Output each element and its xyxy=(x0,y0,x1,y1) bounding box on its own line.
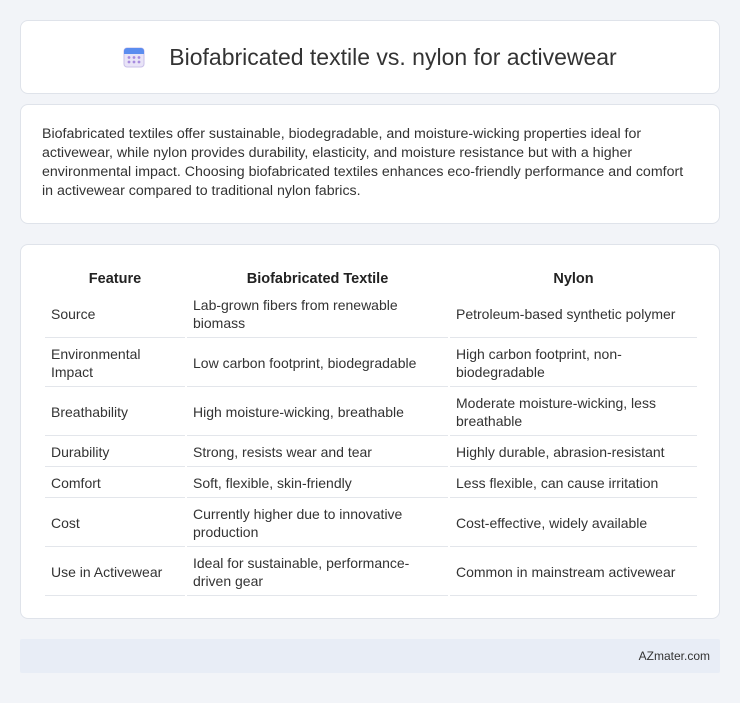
column-header-feature: Feature xyxy=(88,271,142,287)
table-row xyxy=(45,291,697,338)
table-row xyxy=(45,389,697,436)
table-cell-nylon: Cost-effective, widely available xyxy=(450,500,697,547)
title-card xyxy=(20,20,720,94)
footer xyxy=(20,639,720,673)
table-cell-feature: Cost xyxy=(45,500,185,547)
table-cell-nylon: Highly durable, abrasion-resistant xyxy=(450,438,697,467)
table-cell-nylon: Moderate moisture-wicking, less breathable xyxy=(450,389,697,436)
table-row xyxy=(45,469,697,498)
table-cell-nylon: High carbon footprint, non-biodegradable xyxy=(450,340,697,387)
calendar-icon xyxy=(123,46,145,68)
table-cell-biofabricated: Currently higher due to innovative production xyxy=(187,500,448,547)
summary-card xyxy=(20,104,720,224)
table-cell-feature: Comfort xyxy=(45,469,185,498)
summary-text: Biofabricated textiles offer sustainable, biodegradable, and moisture-wicking properties ideal for activewear, while nylon provides durability, elasticity, and moisture resistance but with a higher environmental impact. Choosing biofabricated textiles enhances eco-friendly performance and comfort in activewear compared to traditional nylon fabrics. xyxy=(42,126,684,199)
table-cell-biofabricated: Lab-grown fibers from renewable biomass xyxy=(187,291,448,338)
footer-brand: AZmater.com xyxy=(638,649,710,663)
comparison-table-card xyxy=(20,244,720,619)
table-cell-biofabricated: High moisture-wicking, breathable xyxy=(187,389,448,436)
table-cell-biofabricated: Strong, resists wear and tear xyxy=(187,438,448,467)
table-cell-biofabricated: Soft, flexible, skin-friendly xyxy=(187,469,448,498)
table-cell-feature: Breathability xyxy=(45,389,185,436)
table-cell-feature: Environmental Impact xyxy=(45,340,185,387)
column-header-nylon: Nylon xyxy=(553,271,594,287)
table-cell-nylon: Petroleum-based synthetic polymer xyxy=(450,291,697,338)
table-row xyxy=(45,438,697,467)
comparison-table xyxy=(43,265,699,598)
table-cell-nylon: Common in mainstream activewear xyxy=(450,549,697,596)
table-row xyxy=(45,549,697,596)
page-title: Biofabricated textile vs. nylon for activewear xyxy=(169,43,617,70)
table-cell-nylon: Less flexible, can cause irritation xyxy=(450,469,697,498)
table-header-row xyxy=(45,267,697,289)
table-cell-feature: Source xyxy=(45,291,185,338)
column-header-biofabricated: Biofabricated Textile xyxy=(246,271,389,287)
table-cell-feature: Durability xyxy=(45,438,185,467)
table-cell-biofabricated: Ideal for sustainable, performance-driven gear xyxy=(187,549,448,596)
table-cell-biofabricated: Low carbon footprint, biodegradable xyxy=(187,340,448,387)
table-row xyxy=(45,500,697,547)
table-row xyxy=(45,340,697,387)
table-cell-feature: Use in Activewear xyxy=(45,549,185,596)
